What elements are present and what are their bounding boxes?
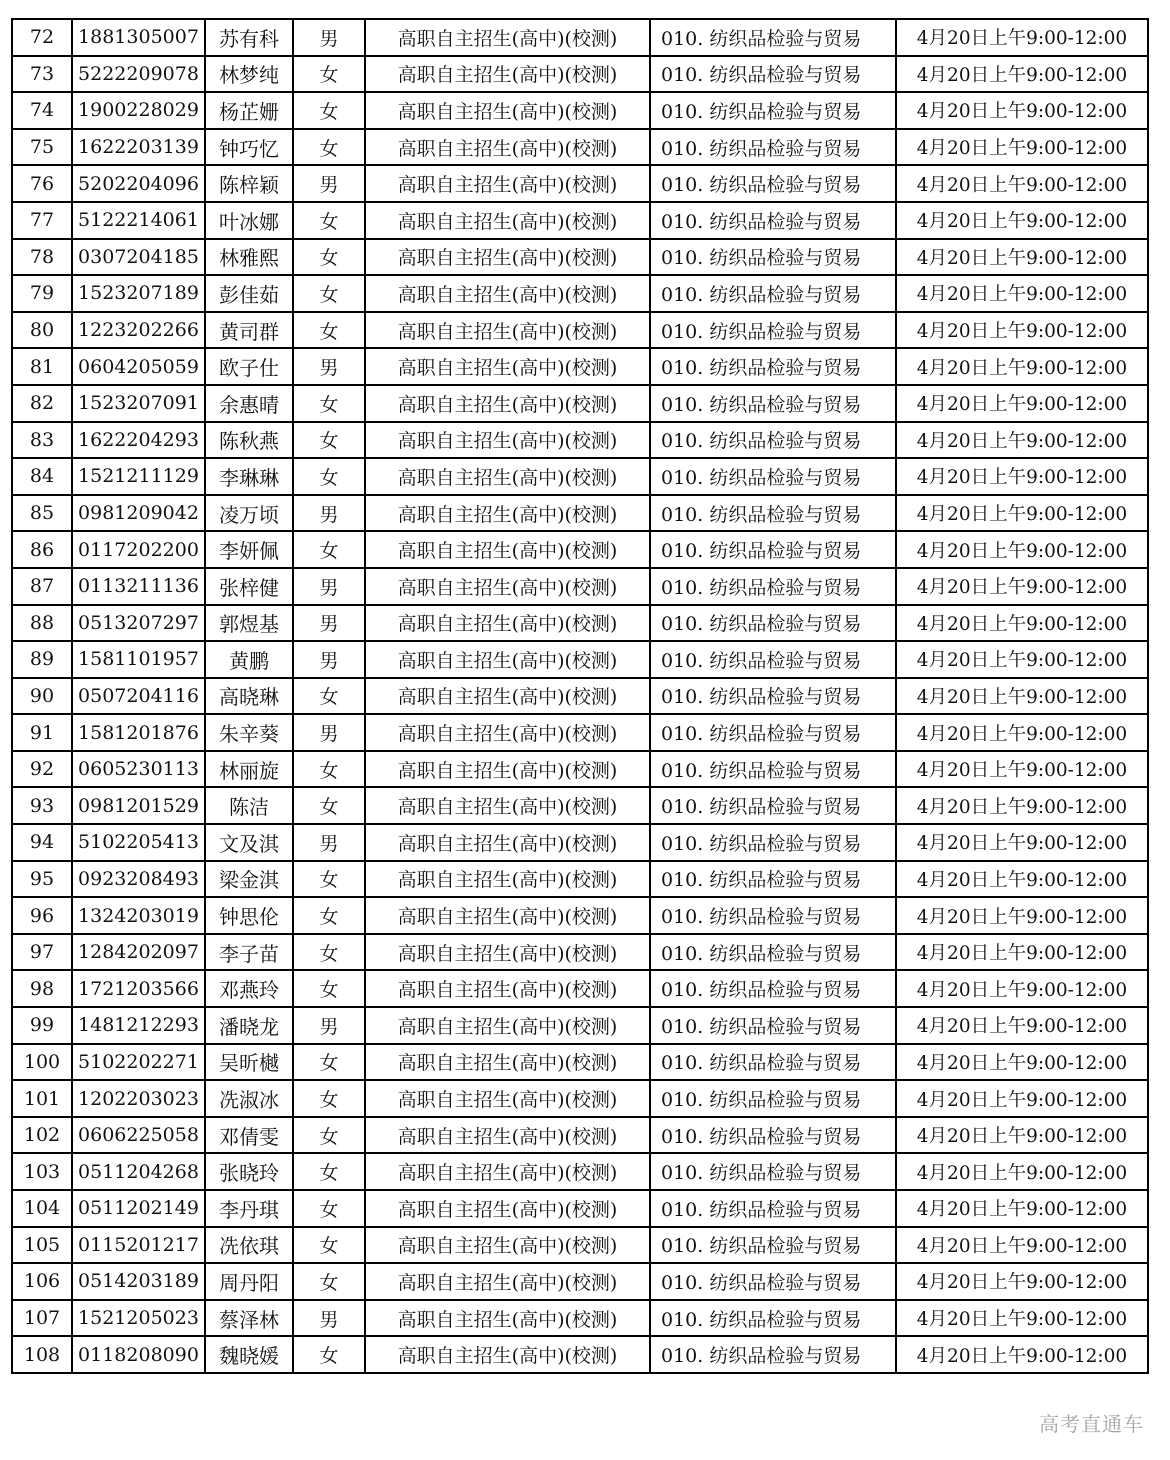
exam-id-cell: 0605230113 <box>72 751 205 788</box>
table-row <box>12 605 1148 642</box>
row-number-cell: 72 <box>12 19 72 56</box>
enrollment-type-cell: 高职自主招生(高中)(校测) <box>365 641 650 678</box>
table-row <box>12 1300 1148 1337</box>
exam-time-cell: 4月20日上午9:00-12:00 <box>896 824 1148 861</box>
row-number-cell: 75 <box>12 129 72 166</box>
gender-cell: 男 <box>293 568 365 605</box>
major-cell: 010. 纺织品检验与贸易 <box>650 861 896 898</box>
exam-id-cell: 0307204185 <box>72 239 205 276</box>
major-cell: 010. 纺织品检验与贸易 <box>650 641 896 678</box>
exam-id-cell: 0118208090 <box>72 1336 205 1373</box>
exam-id-cell: 0604205059 <box>72 348 205 385</box>
gender-cell: 女 <box>293 970 365 1007</box>
major-cell: 010. 纺织品检验与贸易 <box>650 1227 896 1264</box>
name-cell: 欧子仕 <box>205 348 293 385</box>
row-number-cell: 80 <box>12 312 72 349</box>
gender-cell: 女 <box>293 1117 365 1154</box>
gender-cell: 女 <box>293 934 365 971</box>
gender-cell: 女 <box>293 531 365 568</box>
gender-cell: 女 <box>293 129 365 166</box>
exam-time-cell: 4月20日上午9:00-12:00 <box>896 897 1148 934</box>
enrollment-type-cell: 高职自主招生(高中)(校测) <box>365 787 650 824</box>
exam-time-cell: 4月20日上午9:00-12:00 <box>896 422 1148 459</box>
major-cell: 010. 纺织品检验与贸易 <box>650 714 896 751</box>
gender-cell: 女 <box>293 1080 365 1117</box>
row-number-cell: 106 <box>12 1263 72 1300</box>
exam-id-cell: 5122214061 <box>72 202 205 239</box>
row-number-cell: 86 <box>12 531 72 568</box>
exam-time-cell: 4月20日上午9:00-12:00 <box>896 568 1148 605</box>
table-row <box>12 678 1148 715</box>
table-row <box>12 1227 1148 1264</box>
major-cell: 010. 纺织品检验与贸易 <box>650 970 896 1007</box>
exam-time-cell: 4月20日上午9:00-12:00 <box>896 751 1148 788</box>
enrollment-type-cell: 高职自主招生(高中)(校测) <box>365 165 650 202</box>
table-row <box>12 312 1148 349</box>
exam-time-cell: 4月20日上午9:00-12:00 <box>896 861 1148 898</box>
enrollment-type-cell: 高职自主招生(高中)(校测) <box>365 19 650 56</box>
enrollment-type-cell: 高职自主招生(高中)(校测) <box>365 1117 650 1154</box>
exam-time-cell: 4月20日上午9:00-12:00 <box>896 385 1148 422</box>
major-cell: 010. 纺织品检验与贸易 <box>650 239 896 276</box>
table-row <box>12 1153 1148 1190</box>
exam-id-cell: 5222209078 <box>72 56 205 93</box>
name-cell: 蔡泽林 <box>205 1300 293 1337</box>
gender-cell: 男 <box>293 714 365 751</box>
major-cell: 010. 纺织品检验与贸易 <box>650 275 896 312</box>
enrollment-type-cell: 高职自主招生(高中)(校测) <box>365 1007 650 1044</box>
table-row <box>12 422 1148 459</box>
exam-time-cell: 4月20日上午9:00-12:00 <box>896 1190 1148 1227</box>
major-cell: 010. 纺织品检验与贸易 <box>650 19 896 56</box>
exam-id-cell: 0511202149 <box>72 1190 205 1227</box>
enrollment-type-cell: 高职自主招生(高中)(校测) <box>365 1080 650 1117</box>
gender-cell: 女 <box>293 312 365 349</box>
table-row <box>12 165 1148 202</box>
row-number-cell: 102 <box>12 1117 72 1154</box>
major-cell: 010. 纺织品检验与贸易 <box>650 531 896 568</box>
exam-time-cell: 4月20日上午9:00-12:00 <box>896 495 1148 532</box>
enrollment-type-cell: 高职自主招生(高中)(校测) <box>365 495 650 532</box>
major-cell: 010. 纺织品检验与贸易 <box>650 92 896 129</box>
enrollment-type-cell: 高职自主招生(高中)(校测) <box>365 1044 650 1081</box>
enrollment-type-cell: 高职自主招生(高中)(校测) <box>365 861 650 898</box>
enrollment-type-cell: 高职自主招生(高中)(校测) <box>365 751 650 788</box>
row-number-cell: 104 <box>12 1190 72 1227</box>
exam-id-cell: 1324203019 <box>72 897 205 934</box>
exam-id-cell: 0606225058 <box>72 1117 205 1154</box>
exam-time-cell: 4月20日上午9:00-12:00 <box>896 239 1148 276</box>
table-row <box>12 1044 1148 1081</box>
gender-cell: 女 <box>293 458 365 495</box>
exam-time-cell: 4月20日上午9:00-12:00 <box>896 605 1148 642</box>
gender-cell: 女 <box>293 422 365 459</box>
row-number-cell: 85 <box>12 495 72 532</box>
exam-time-cell: 4月20日上午9:00-12:00 <box>896 1153 1148 1190</box>
enrollment-type-cell: 高职自主招生(高中)(校测) <box>365 970 650 1007</box>
table-row <box>12 458 1148 495</box>
major-cell: 010. 纺织品检验与贸易 <box>650 312 896 349</box>
table-row <box>12 1190 1148 1227</box>
row-number-cell: 79 <box>12 275 72 312</box>
table-row <box>12 92 1148 129</box>
table-row <box>12 56 1148 93</box>
major-cell: 010. 纺织品检验与贸易 <box>650 934 896 971</box>
table-row <box>12 897 1148 934</box>
exam-id-cell: 1622203139 <box>72 129 205 166</box>
gender-cell: 男 <box>293 605 365 642</box>
row-number-cell: 82 <box>12 385 72 422</box>
gender-cell: 女 <box>293 1153 365 1190</box>
exam-id-cell: 1721203566 <box>72 970 205 1007</box>
exam-id-cell: 5202204096 <box>72 165 205 202</box>
enrollment-type-cell: 高职自主招生(高中)(校测) <box>365 1263 650 1300</box>
enrollment-type-cell: 高职自主招生(高中)(校测) <box>365 1336 650 1373</box>
exam-time-cell: 4月20日上午9:00-12:00 <box>896 1117 1148 1154</box>
table-row <box>12 1080 1148 1117</box>
table-row <box>12 1263 1148 1300</box>
row-number-cell: 89 <box>12 641 72 678</box>
enrollment-type-cell: 高职自主招生(高中)(校测) <box>365 1190 650 1227</box>
table-row <box>12 787 1148 824</box>
table-row <box>12 1117 1148 1154</box>
table-row <box>12 970 1148 1007</box>
exam-time-cell: 4月20日上午9:00-12:00 <box>896 1227 1148 1264</box>
table-row <box>12 495 1148 532</box>
name-cell: 李丹琪 <box>205 1190 293 1227</box>
gender-cell: 女 <box>293 678 365 715</box>
exam-time-cell: 4月20日上午9:00-12:00 <box>896 1007 1148 1044</box>
major-cell: 010. 纺织品检验与贸易 <box>650 605 896 642</box>
exam-id-cell: 1581101957 <box>72 641 205 678</box>
gender-cell: 男 <box>293 19 365 56</box>
major-cell: 010. 纺织品检验与贸易 <box>650 678 896 715</box>
table-row <box>12 275 1148 312</box>
gender-cell: 男 <box>293 1007 365 1044</box>
gender-cell: 女 <box>293 239 365 276</box>
table-row <box>12 751 1148 788</box>
enrollment-type-cell: 高职自主招生(高中)(校测) <box>365 934 650 971</box>
name-cell: 冼依琪 <box>205 1227 293 1264</box>
exam-id-cell: 0117202200 <box>72 531 205 568</box>
major-cell: 010. 纺织品检验与贸易 <box>650 1007 896 1044</box>
exam-id-cell: 5102205413 <box>72 824 205 861</box>
exam-time-cell: 4月20日上午9:00-12:00 <box>896 678 1148 715</box>
exam-time-cell: 4月20日上午9:00-12:00 <box>896 129 1148 166</box>
major-cell: 010. 纺织品检验与贸易 <box>650 787 896 824</box>
major-cell: 010. 纺织品检验与贸易 <box>650 1080 896 1117</box>
row-number-cell: 92 <box>12 751 72 788</box>
gender-cell: 男 <box>293 165 365 202</box>
row-number-cell: 100 <box>12 1044 72 1081</box>
exam-id-cell: 0981201529 <box>72 787 205 824</box>
exam-id-cell: 0981209042 <box>72 495 205 532</box>
row-number-cell: 83 <box>12 422 72 459</box>
exam-id-cell: 0511204268 <box>72 1153 205 1190</box>
name-cell: 钟思伦 <box>205 897 293 934</box>
major-cell: 010. 纺织品检验与贸易 <box>650 495 896 532</box>
major-cell: 010. 纺织品检验与贸易 <box>650 422 896 459</box>
exam-time-cell: 4月20日上午9:00-12:00 <box>896 202 1148 239</box>
table-row <box>12 861 1148 898</box>
name-cell: 朱辛葵 <box>205 714 293 751</box>
exam-time-cell: 4月20日上午9:00-12:00 <box>896 714 1148 751</box>
exam-id-cell: 1521211129 <box>72 458 205 495</box>
gender-cell: 女 <box>293 56 365 93</box>
enrollment-type-cell: 高职自主招生(高中)(校测) <box>365 239 650 276</box>
gender-cell: 女 <box>293 861 365 898</box>
exam-id-cell: 1523207091 <box>72 385 205 422</box>
enrollment-type-cell: 高职自主招生(高中)(校测) <box>365 605 650 642</box>
gender-cell: 女 <box>293 787 365 824</box>
enrollment-type-cell: 高职自主招生(高中)(校测) <box>365 897 650 934</box>
enrollment-type-cell: 高职自主招生(高中)(校测) <box>365 312 650 349</box>
name-cell: 张梓健 <box>205 568 293 605</box>
exam-time-cell: 4月20日上午9:00-12:00 <box>896 312 1148 349</box>
table-row <box>12 824 1148 861</box>
row-number-cell: 95 <box>12 861 72 898</box>
name-cell: 吴昕樾 <box>205 1044 293 1081</box>
row-number-cell: 97 <box>12 934 72 971</box>
table-row <box>12 1336 1148 1373</box>
exam-time-cell: 4月20日上午9:00-12:00 <box>896 92 1148 129</box>
row-number-cell: 81 <box>12 348 72 385</box>
table-row <box>12 641 1148 678</box>
row-number-cell: 99 <box>12 1007 72 1044</box>
name-cell: 林丽旋 <box>205 751 293 788</box>
name-cell: 苏有科 <box>205 19 293 56</box>
name-cell: 李琳琳 <box>205 458 293 495</box>
name-cell: 周丹阳 <box>205 1263 293 1300</box>
enrollment-type-cell: 高职自主招生(高中)(校测) <box>365 385 650 422</box>
name-cell: 彭佳茹 <box>205 275 293 312</box>
table-row <box>12 385 1148 422</box>
major-cell: 010. 纺织品检验与贸易 <box>650 1300 896 1337</box>
row-number-cell: 78 <box>12 239 72 276</box>
exam-time-cell: 4月20日上午9:00-12:00 <box>896 934 1148 971</box>
candidate-table <box>11 18 1149 1374</box>
name-cell: 李子苗 <box>205 934 293 971</box>
row-number-cell: 94 <box>12 824 72 861</box>
major-cell: 010. 纺织品检验与贸易 <box>650 1117 896 1154</box>
name-cell: 杨芷姗 <box>205 92 293 129</box>
exam-time-cell: 4月20日上午9:00-12:00 <box>896 787 1148 824</box>
exam-time-cell: 4月20日上午9:00-12:00 <box>896 531 1148 568</box>
exam-id-cell: 1202203023 <box>72 1080 205 1117</box>
name-cell: 张晓玲 <box>205 1153 293 1190</box>
exam-time-cell: 4月20日上午9:00-12:00 <box>896 275 1148 312</box>
name-cell: 陈梓颖 <box>205 165 293 202</box>
exam-id-cell: 0115201217 <box>72 1227 205 1264</box>
name-cell: 钟巧忆 <box>205 129 293 166</box>
exam-time-cell: 4月20日上午9:00-12:00 <box>896 458 1148 495</box>
table-row <box>12 348 1148 385</box>
gender-cell: 男 <box>293 641 365 678</box>
exam-id-cell: 1900228029 <box>72 92 205 129</box>
exam-time-cell: 4月20日上午9:00-12:00 <box>896 1336 1148 1373</box>
gender-cell: 女 <box>293 385 365 422</box>
row-number-cell: 93 <box>12 787 72 824</box>
enrollment-type-cell: 高职自主招生(高中)(校测) <box>365 531 650 568</box>
row-number-cell: 91 <box>12 714 72 751</box>
name-cell: 潘晓龙 <box>205 1007 293 1044</box>
row-number-cell: 107 <box>12 1300 72 1337</box>
enrollment-type-cell: 高职自主招生(高中)(校测) <box>365 275 650 312</box>
name-cell: 黄司群 <box>205 312 293 349</box>
gender-cell: 女 <box>293 202 365 239</box>
gender-cell: 女 <box>293 751 365 788</box>
gender-cell: 女 <box>293 1227 365 1264</box>
exam-id-cell: 1521205023 <box>72 1300 205 1337</box>
exam-id-cell: 1581201876 <box>72 714 205 751</box>
major-cell: 010. 纺织品检验与贸易 <box>650 1190 896 1227</box>
major-cell: 010. 纺织品检验与贸易 <box>650 1153 896 1190</box>
major-cell: 010. 纺织品检验与贸易 <box>650 568 896 605</box>
row-number-cell: 101 <box>12 1080 72 1117</box>
major-cell: 010. 纺织品检验与贸易 <box>650 1263 896 1300</box>
row-number-cell: 98 <box>12 970 72 1007</box>
major-cell: 010. 纺织品检验与贸易 <box>650 824 896 861</box>
gender-cell: 男 <box>293 824 365 861</box>
enrollment-type-cell: 高职自主招生(高中)(校测) <box>365 348 650 385</box>
name-cell: 郭煜基 <box>205 605 293 642</box>
gender-cell: 女 <box>293 897 365 934</box>
name-cell: 凌万顷 <box>205 495 293 532</box>
exam-time-cell: 4月20日上午9:00-12:00 <box>896 970 1148 1007</box>
major-cell: 010. 纺织品检验与贸易 <box>650 348 896 385</box>
row-number-cell: 105 <box>12 1227 72 1264</box>
gender-cell: 男 <box>293 495 365 532</box>
exam-id-cell: 0514203189 <box>72 1263 205 1300</box>
exam-id-cell: 0923208493 <box>72 861 205 898</box>
table-row <box>12 531 1148 568</box>
table-row <box>12 239 1148 276</box>
enrollment-type-cell: 高职自主招生(高中)(校测) <box>365 202 650 239</box>
exam-id-cell: 1622204293 <box>72 422 205 459</box>
enrollment-type-cell: 高职自主招生(高中)(校测) <box>365 422 650 459</box>
table-row <box>12 202 1148 239</box>
name-cell: 余惠晴 <box>205 385 293 422</box>
gender-cell: 男 <box>293 348 365 385</box>
enrollment-type-cell: 高职自主招生(高中)(校测) <box>365 568 650 605</box>
row-number-cell: 108 <box>12 1336 72 1373</box>
name-cell: 邓燕玲 <box>205 970 293 1007</box>
name-cell: 陈秋燕 <box>205 422 293 459</box>
exam-id-cell: 0507204116 <box>72 678 205 715</box>
exam-time-cell: 4月20日上午9:00-12:00 <box>896 19 1148 56</box>
gender-cell: 女 <box>293 1263 365 1300</box>
name-cell: 冼淑冰 <box>205 1080 293 1117</box>
enrollment-type-cell: 高职自主招生(高中)(校测) <box>365 1227 650 1264</box>
enrollment-type-cell: 高职自主招生(高中)(校测) <box>365 1153 650 1190</box>
name-cell: 黄鹏 <box>205 641 293 678</box>
gender-cell: 女 <box>293 1336 365 1373</box>
row-number-cell: 73 <box>12 56 72 93</box>
major-cell: 010. 纺织品检验与贸易 <box>650 202 896 239</box>
major-cell: 010. 纺织品检验与贸易 <box>650 1336 896 1373</box>
name-cell: 叶冰娜 <box>205 202 293 239</box>
exam-id-cell: 1523207189 <box>72 275 205 312</box>
table-row <box>12 1007 1148 1044</box>
enrollment-type-cell: 高职自主招生(高中)(校测) <box>365 824 650 861</box>
exam-time-cell: 4月20日上午9:00-12:00 <box>896 1044 1148 1081</box>
name-cell: 林梦纯 <box>205 56 293 93</box>
exam-id-cell: 1223202266 <box>72 312 205 349</box>
major-cell: 010. 纺织品检验与贸易 <box>650 1044 896 1081</box>
row-number-cell: 90 <box>12 678 72 715</box>
exam-time-cell: 4月20日上午9:00-12:00 <box>896 1263 1148 1300</box>
table-body <box>12 19 1148 1373</box>
table-row <box>12 934 1148 971</box>
table-row <box>12 19 1148 56</box>
exam-time-cell: 4月20日上午9:00-12:00 <box>896 165 1148 202</box>
table-row <box>12 129 1148 166</box>
major-cell: 010. 纺织品检验与贸易 <box>650 385 896 422</box>
table-row <box>12 568 1148 605</box>
enrollment-type-cell: 高职自主招生(高中)(校测) <box>365 1300 650 1337</box>
gender-cell: 女 <box>293 1190 365 1227</box>
exam-id-cell: 1481212293 <box>72 1007 205 1044</box>
gender-cell: 男 <box>293 1300 365 1337</box>
major-cell: 010. 纺织品检验与贸易 <box>650 751 896 788</box>
major-cell: 010. 纺织品检验与贸易 <box>650 129 896 166</box>
exam-id-cell: 1881305007 <box>72 19 205 56</box>
row-number-cell: 74 <box>12 92 72 129</box>
enrollment-type-cell: 高职自主招生(高中)(校测) <box>365 129 650 166</box>
row-number-cell: 84 <box>12 458 72 495</box>
row-number-cell: 87 <box>12 568 72 605</box>
name-cell: 梁金淇 <box>205 861 293 898</box>
exam-time-cell: 4月20日上午9:00-12:00 <box>896 1080 1148 1117</box>
row-number-cell: 77 <box>12 202 72 239</box>
exam-id-cell: 0113211136 <box>72 568 205 605</box>
major-cell: 010. 纺织品检验与贸易 <box>650 165 896 202</box>
enrollment-type-cell: 高职自主招生(高中)(校测) <box>365 92 650 129</box>
exam-time-cell: 4月20日上午9:00-12:00 <box>896 1300 1148 1337</box>
name-cell: 林雅熙 <box>205 239 293 276</box>
gender-cell: 女 <box>293 1044 365 1081</box>
gender-cell: 女 <box>293 92 365 129</box>
row-number-cell: 88 <box>12 605 72 642</box>
row-number-cell: 76 <box>12 165 72 202</box>
exam-time-cell: 4月20日上午9:00-12:00 <box>896 641 1148 678</box>
row-number-cell: 96 <box>12 897 72 934</box>
name-cell: 高晓琳 <box>205 678 293 715</box>
name-cell: 魏晓媛 <box>205 1336 293 1373</box>
watermark: 高考直通车 <box>1039 1412 1144 1436</box>
enrollment-type-cell: 高职自主招生(高中)(校测) <box>365 458 650 495</box>
name-cell: 文及淇 <box>205 824 293 861</box>
major-cell: 010. 纺织品检验与贸易 <box>650 897 896 934</box>
major-cell: 010. 纺织品检验与贸易 <box>650 458 896 495</box>
exam-id-cell: 1284202097 <box>72 934 205 971</box>
exam-id-cell: 0513207297 <box>72 605 205 642</box>
name-cell: 邓倩雯 <box>205 1117 293 1154</box>
name-cell: 李妍佩 <box>205 531 293 568</box>
exam-time-cell: 4月20日上午9:00-12:00 <box>896 348 1148 385</box>
table-row <box>12 714 1148 751</box>
enrollment-type-cell: 高职自主招生(高中)(校测) <box>365 678 650 715</box>
row-number-cell: 103 <box>12 1153 72 1190</box>
gender-cell: 女 <box>293 275 365 312</box>
major-cell: 010. 纺织品检验与贸易 <box>650 56 896 93</box>
enrollment-type-cell: 高职自主招生(高中)(校测) <box>365 56 650 93</box>
exam-id-cell: 5102202271 <box>72 1044 205 1081</box>
exam-time-cell: 4月20日上午9:00-12:00 <box>896 56 1148 93</box>
name-cell: 陈洁 <box>205 787 293 824</box>
enrollment-type-cell: 高职自主招生(高中)(校测) <box>365 714 650 751</box>
